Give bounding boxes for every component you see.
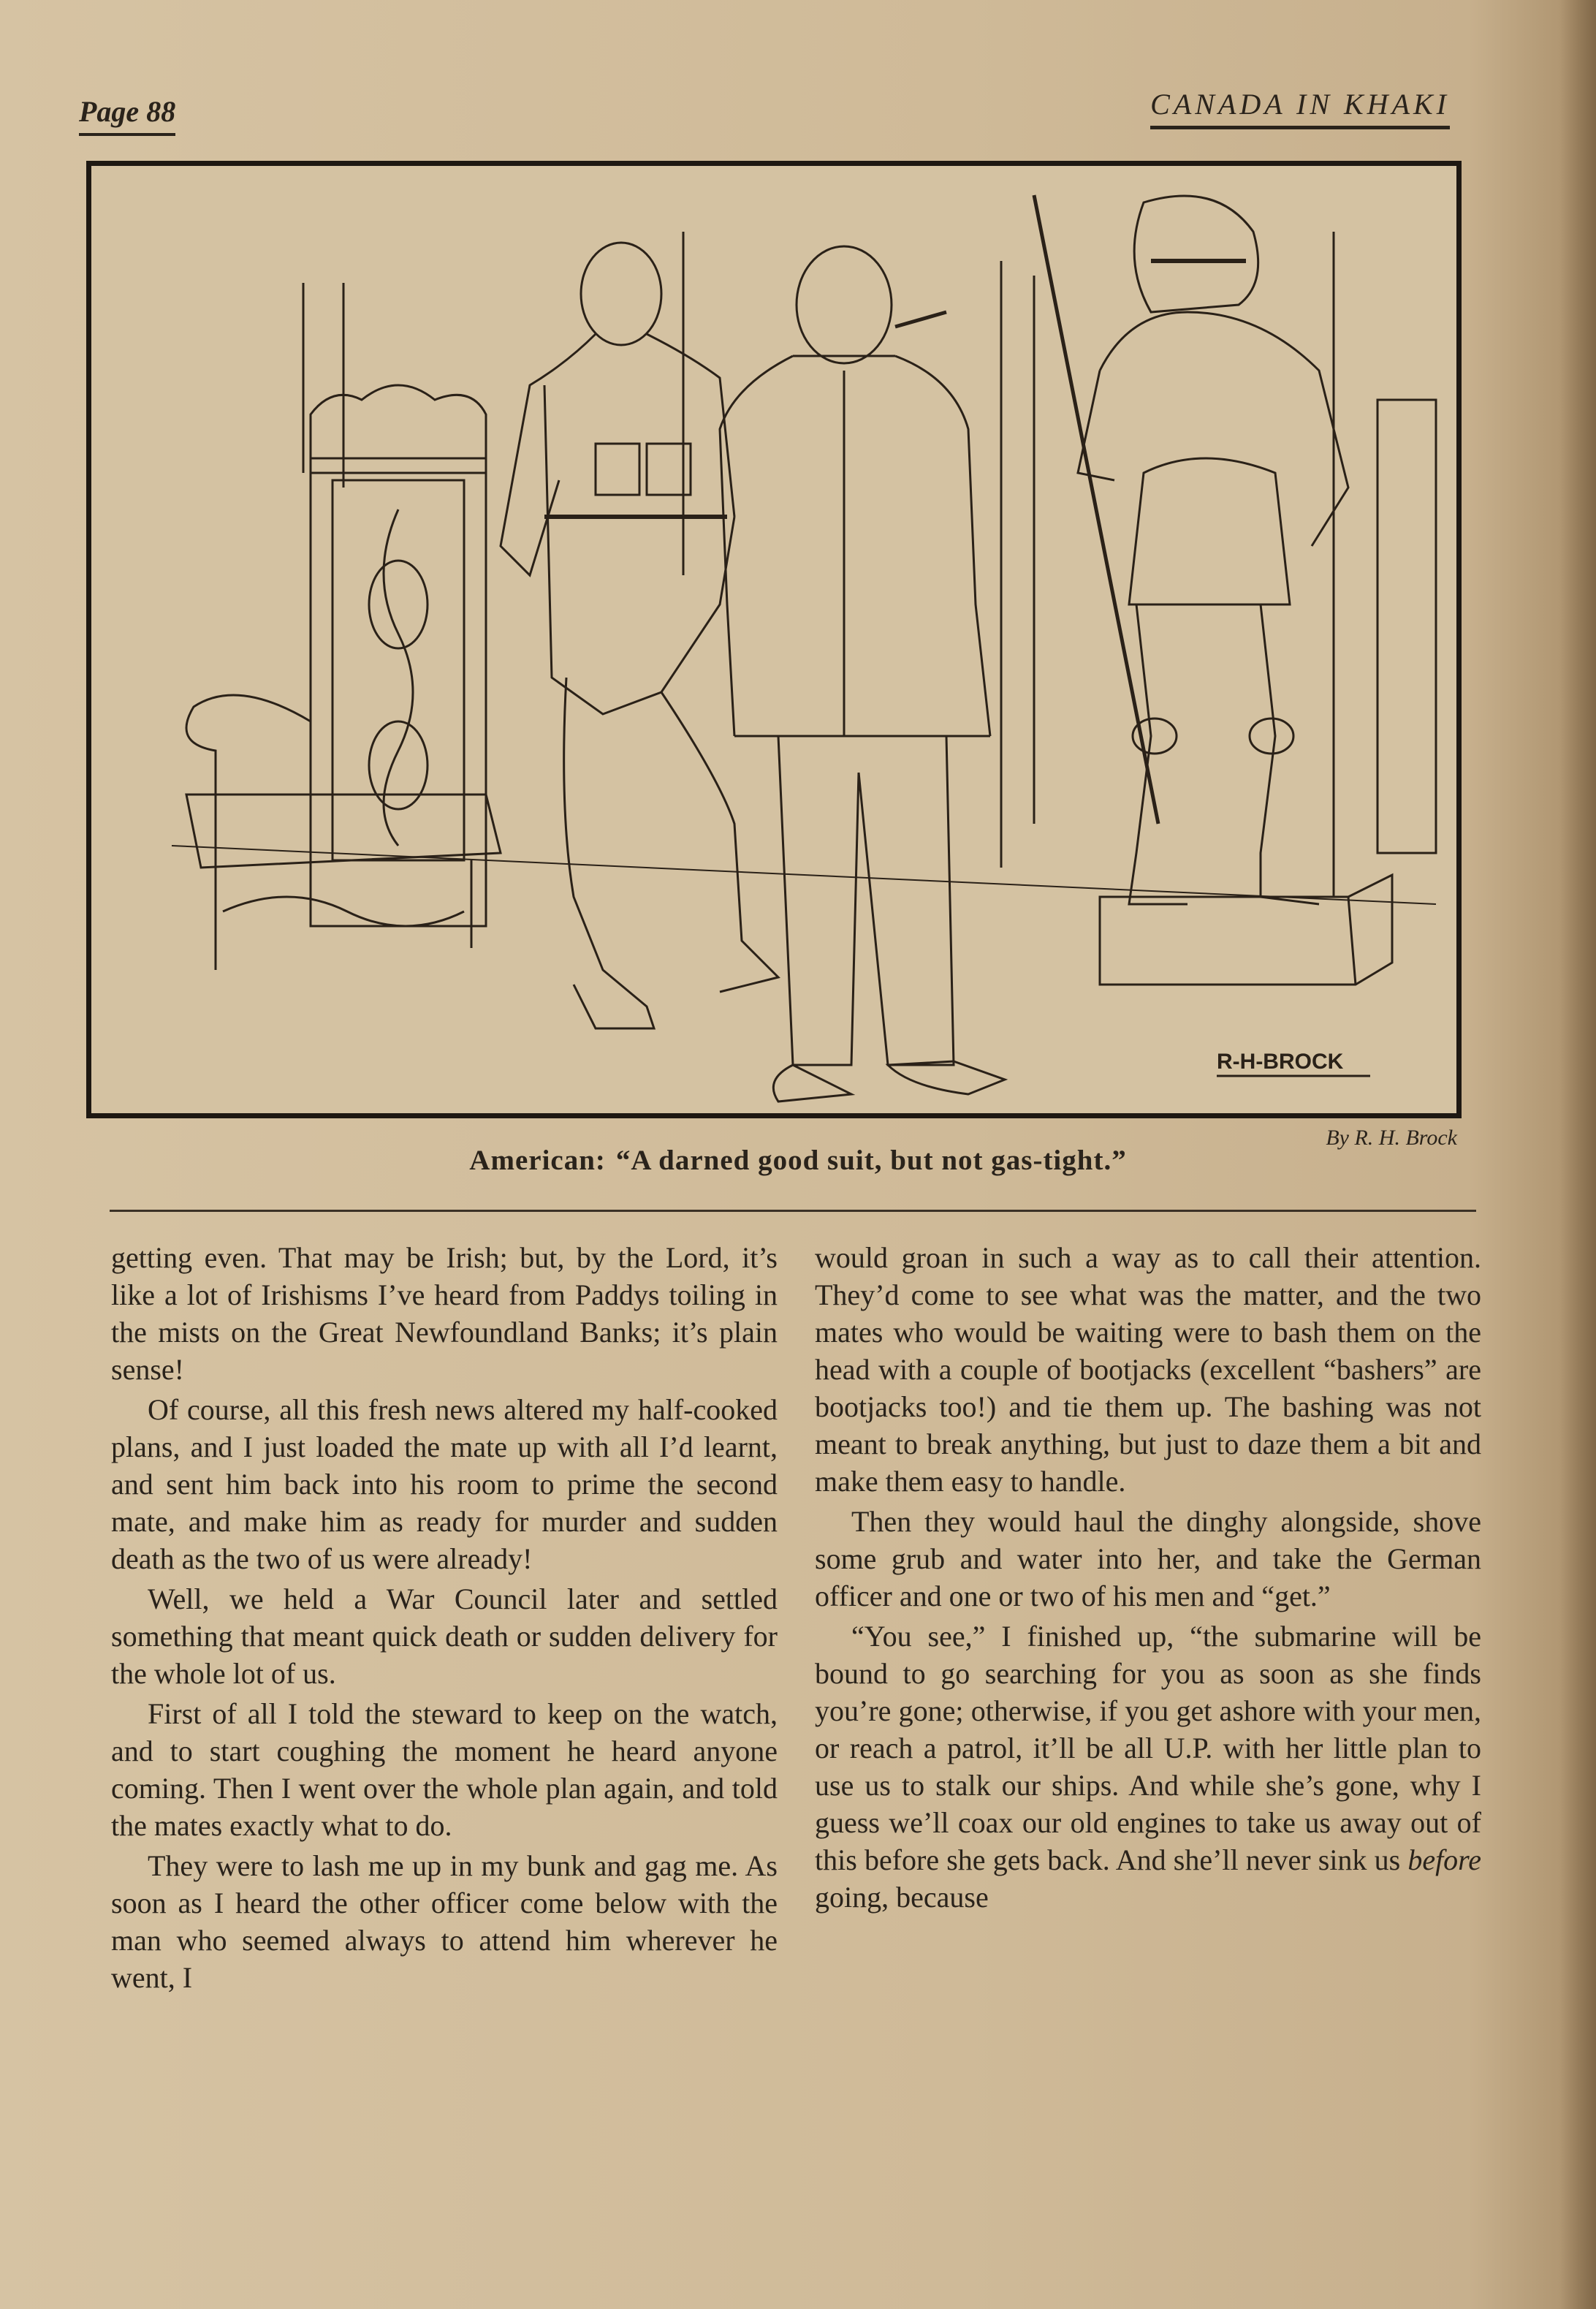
italic-word: before bbox=[1407, 1843, 1482, 1876]
paragraph-text: going, because bbox=[815, 1881, 989, 1914]
caption bbox=[0, 1144, 1596, 1177]
cartoon-illustration bbox=[86, 161, 1462, 1118]
right-column bbox=[815, 1239, 1481, 1916]
paragraph: They were to lash me up in my bunk and gag me. As soon as I heard the other officer come below with the man who seemed always to attend him wherever he went, I bbox=[111, 1849, 778, 1994]
ornate-chair bbox=[186, 385, 501, 970]
civilian-figure bbox=[720, 246, 1005, 1102]
paragraph: getting even. That may be Irish; but, by the Lord, it’s like a lot of Irishisms I’ve heard from Paddys toiling in the mists on the Great Newfoundland Banks; it’s plain sense! bbox=[111, 1241, 778, 1386]
cartoon-drawing bbox=[91, 166, 1456, 1113]
armour-figure bbox=[1034, 195, 1348, 904]
paragraph bbox=[815, 1618, 1481, 1916]
artist-signature: R-H-BROCK bbox=[1217, 1050, 1344, 1074]
paragraph-text: “You see,” I finished up, “the submarine will be bound to go searching for you as soon as she finds you’re gone; otherwise, if you get ashore with your men, or reach a patrol, it’ll be all U.P. with her little plan to use us to stalk our ships. And while she’s gone, why I guess we’ll coax our old engines to take us away out of this before she gets back. And she’ll never sink us bbox=[815, 1620, 1481, 1876]
left-column bbox=[111, 1239, 778, 1996]
caption-speaker: American: bbox=[469, 1145, 606, 1176]
paragraph: would groan in such a way as to call their attention. They’d come to see what was the matter, and the two mates who would be waiting were to bash them on the head with a couple of bootjacks (excellent “bashers” are bootjacks too!) and tie them up. The bashing was not meant to break anything, but just to daze them a bit and make them easy to handle. bbox=[815, 1241, 1481, 1498]
paragraph: Of course, all this fresh news altered my half-cooked plans, and I just loaded the mate up with all I’d learnt, and sent him back into his room to prime the second mate, and make him as ready for murder and sudden death as the two of us were already! bbox=[111, 1393, 778, 1575]
paragraph: Well, we held a War Council later and settled something that meant quick death or sudden delivery for the whole lot of us. bbox=[111, 1582, 778, 1690]
journal-title: CANADA IN KHAKI bbox=[1150, 87, 1450, 129]
running-head bbox=[79, 84, 1450, 135]
page-number: Page 88 bbox=[79, 94, 175, 136]
divider-rule bbox=[110, 1210, 1476, 1212]
caption-quote: “A darned good suit, but not gas-tight.” bbox=[615, 1145, 1127, 1176]
paragraph: Then they would haul the dinghy alongside, shove some grub and water into her, and take the German officer and one or two of his men and “get.” bbox=[815, 1505, 1481, 1612]
officer-figure bbox=[501, 243, 778, 1028]
illustration-credit: By R. H. Brock bbox=[1326, 1126, 1457, 1150]
paragraph: First of all I told the steward to keep on the watch, and to start coughing the moment he heard anyone coming. Then I went over the whole plan again, and told the mates exactly what to do. bbox=[111, 1697, 778, 1842]
